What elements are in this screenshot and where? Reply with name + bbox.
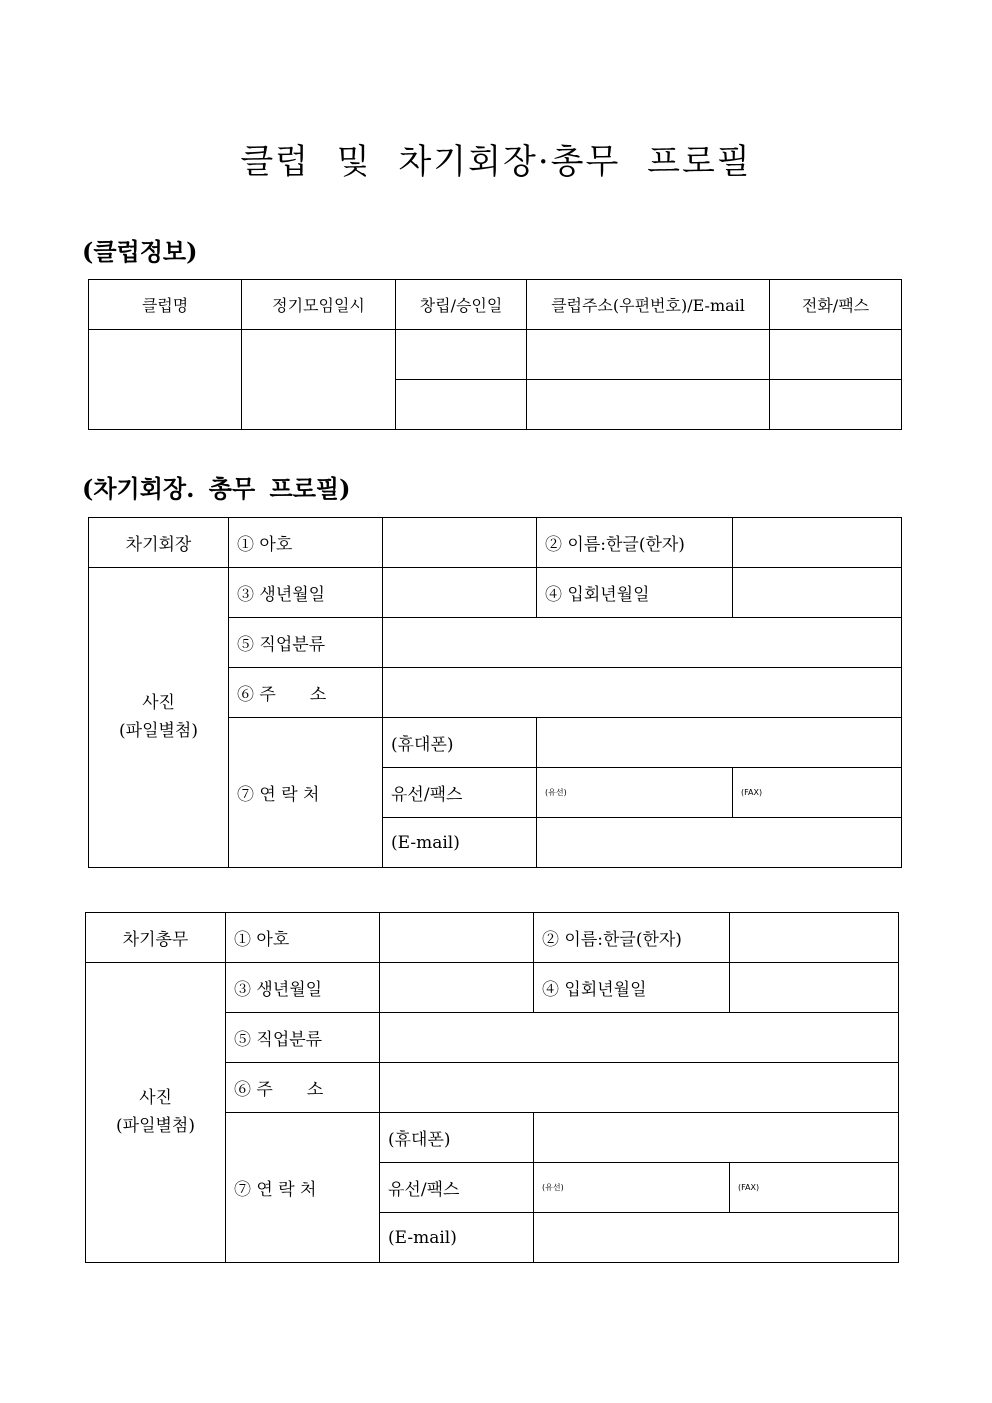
- secretary-photo-attach-label: (파일별첨): [116, 1115, 195, 1136]
- header-club-address: 클럽주소(우편번호)/E-mail: [527, 280, 770, 330]
- header-phone-fax: 전화/팩스: [770, 280, 902, 330]
- president-job-label: ⑤ 직업분류: [229, 618, 383, 668]
- secretary-birth-label: ③ 생년월일: [226, 963, 380, 1013]
- president-birth-field[interactable]: [383, 568, 537, 618]
- secretary-nickname-field[interactable]: [380, 913, 534, 963]
- club-info-table: [88, 279, 902, 430]
- phone-field[interactable]: [770, 330, 902, 380]
- president-landline-fax-label: 유선/팩스: [383, 768, 537, 818]
- secretary-name-field[interactable]: [730, 913, 899, 963]
- president-photo-cell[interactable]: [89, 568, 229, 868]
- president-mobile-field[interactable]: [537, 718, 902, 768]
- secretary-mobile-label: (휴대폰): [380, 1113, 534, 1163]
- meeting-time-field[interactable]: [242, 330, 396, 430]
- secretary-join-label: ④ 입회년월일: [534, 963, 730, 1013]
- president-join-field[interactable]: [733, 568, 902, 618]
- secretary-job-label: ⑤ 직업분류: [226, 1013, 380, 1063]
- profile-heading: (차기회장. 총무 프로필): [82, 474, 351, 503]
- secretary-photo-label: 사진: [139, 1088, 172, 1109]
- secretary-landline-field[interactable]: (유선): [534, 1163, 730, 1213]
- secretary-birth-field[interactable]: [380, 963, 534, 1013]
- president-address-field[interactable]: [383, 668, 902, 718]
- secretary-nickname-label: ① 아호: [226, 913, 380, 963]
- president-photo-attach-label: (파일별첨): [119, 720, 198, 741]
- page-title: 클럽 및 차기회장·총무 프로필: [240, 142, 752, 182]
- president-email-field[interactable]: [537, 818, 902, 868]
- secretary-address-label: ⑥ 주 소: [226, 1063, 380, 1113]
- president-role-label: 차기회장: [89, 518, 229, 568]
- president-birth-label: ③ 생년월일: [229, 568, 383, 618]
- president-join-label: ④ 입회년월일: [537, 568, 733, 618]
- club-email-field[interactable]: [527, 380, 770, 430]
- club-address-field[interactable]: [527, 330, 770, 380]
- president-job-field[interactable]: [383, 618, 902, 668]
- secretary-mobile-field[interactable]: [534, 1113, 899, 1163]
- fax-field[interactable]: [770, 380, 902, 430]
- header-meeting-time: 정기모임일시: [242, 280, 396, 330]
- header-club-name: 클럽명: [89, 280, 242, 330]
- president-nickname-label: ① 아호: [229, 518, 383, 568]
- president-profile-table: [88, 517, 902, 868]
- president-contact-label: ⑦ 연 락 처: [229, 718, 383, 868]
- president-landline-field[interactable]: (유선): [537, 768, 733, 818]
- president-mobile-label: (휴대폰): [383, 718, 537, 768]
- secretary-contact-label: ⑦ 연 락 처: [226, 1113, 380, 1263]
- secretary-join-field[interactable]: [730, 963, 899, 1013]
- secretary-profile-table: [85, 912, 899, 1263]
- president-address-label: ⑥ 주 소: [229, 668, 383, 718]
- president-fax-field[interactable]: (FAX): [733, 768, 902, 818]
- president-photo-label: 사진: [142, 693, 175, 714]
- secretary-name-label: ② 이름:한글(한자): [534, 913, 730, 963]
- secretary-photo-cell[interactable]: [86, 963, 226, 1263]
- secretary-role-label: 차기총무: [86, 913, 226, 963]
- secretary-job-field[interactable]: [380, 1013, 899, 1063]
- club-info-heading: (클럽정보): [82, 237, 198, 266]
- secretary-email-field[interactable]: [534, 1213, 899, 1263]
- approved-date-field[interactable]: [396, 380, 527, 430]
- secretary-landline-fax-label: 유선/팩스: [380, 1163, 534, 1213]
- club-name-field[interactable]: [89, 330, 242, 430]
- secretary-email-label: (E-mail): [380, 1213, 534, 1263]
- secretary-address-field[interactable]: [380, 1063, 899, 1113]
- founded-date-field[interactable]: [396, 330, 527, 380]
- header-founded-date: 창립/승인일: [396, 280, 527, 330]
- president-nickname-field[interactable]: [383, 518, 537, 568]
- secretary-fax-field[interactable]: (FAX): [730, 1163, 899, 1213]
- president-email-label: (E-mail): [383, 818, 537, 868]
- president-name-field[interactable]: [733, 518, 902, 568]
- president-name-label: ② 이름:한글(한자): [537, 518, 733, 568]
